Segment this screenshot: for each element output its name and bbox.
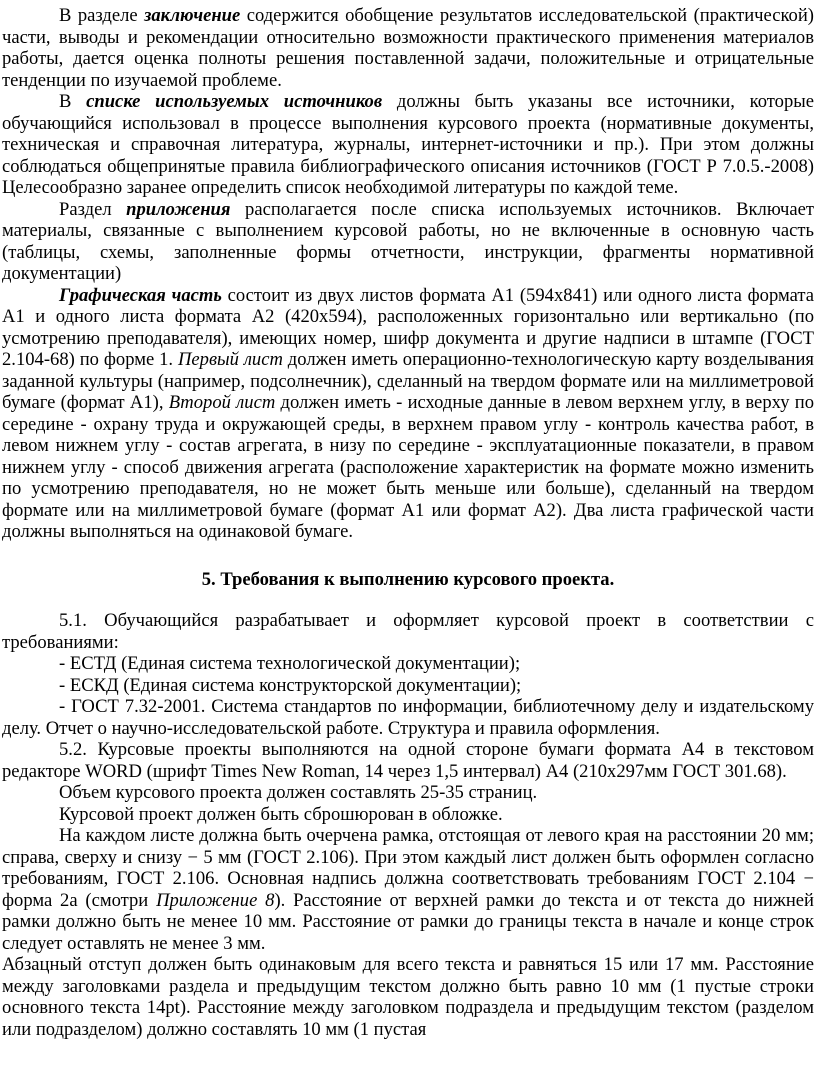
paragraph-5-1 xyxy=(2,610,814,653)
term-appendix: приложения xyxy=(126,198,231,220)
term-graphic-part: Графическая часть xyxy=(59,284,222,306)
paragraph-volume xyxy=(2,782,814,804)
text-run: должен иметь операционно-технологическую карту возделывания заданной культуры (например, подсолнечник), сделанный на твердом формате или на миллиметровой бумаге (формат А1), xyxy=(2,349,814,413)
paragraph-sources xyxy=(2,91,814,199)
text-run: - ГОСТ 7.32-2001. Система стандартов по информации, библиотечному делу и издательскому делу. Отчет о научно-исследовательской работе. Структура и правила оформления. xyxy=(2,696,814,739)
section-5-heading: 5. Требования к выполнению курсового проекта. xyxy=(201,568,615,590)
paragraph-5-2 xyxy=(2,739,814,782)
term-first-sheet: Первый лист xyxy=(177,349,283,370)
text-run: 5.1. Обучающийся разрабатывает и оформляет курсовой проект в соответствии с требованиями: xyxy=(2,610,814,653)
text-run: состоит из двух листов формата А1 (594х841) или одного листа формата А1 и одного листа формата А2 (420х594), расположенных горизонтально или вертикально (по усмотрению преподавателя), имеющих номер, шифр документа и другие надписи в штампе (ГОСТ 2.104-68) по форме 1. xyxy=(2,284,814,370)
text-run: В xyxy=(59,91,87,112)
list-item-gost-7-32 xyxy=(2,696,814,739)
text-run: содержится обобщение результатов исследовательской (практической) части, выводы и рекомендации относительно возможности практического применения материалов работы, дается оценка полноты решения поставленной задачи, положительные и отрицательные тенденции по изучаемой проблеме. xyxy=(2,5,814,91)
text-run: располагается после списка используемых источников. Включает материалы, связанные с выполнением курсовой работы, но не включенные в основную часть (таблицы, схемы, заполненные формы отчетности, инструкции, фрагменты нормативной документации) xyxy=(2,198,814,284)
text-run: Абзацный отступ должен быть одинаковым для всего текста и равняться 15 или 17 мм. Расстояние между заголовками раздела и предыдущим текстом должно быть равно 10 мм (1 пустые строки основного текста 14pt). Расстояние между заголовком подраздела и предыдущим текстом (разделом или подразделом) должно составлять 10 мм (1 пустая xyxy=(2,954,814,1040)
list-item-eskd xyxy=(2,675,814,697)
text-run: Раздел xyxy=(59,198,127,220)
text-run: Объем курсового проекта должен составлять 25-35 страниц. xyxy=(59,782,538,803)
paragraph-indent-rules xyxy=(2,954,814,1040)
term-sources-list: списке используемых источников xyxy=(86,91,383,112)
ref-appendix-8: Приложение 8 xyxy=(156,889,275,911)
paragraph-appendix xyxy=(2,199,814,285)
paragraph-graphic-part xyxy=(2,285,814,543)
text-run: На каждом листе должна быть очерчена рамка, отстоящая от левого края на расстоянии 20 мм; справа, сверху и снизу − 5 мм (ГОСТ 2.106). При этом каждый лист должен быть оформлен согласно требованиям, ГОСТ 2.106. Основная надпись должна соответствовать требованиям ГОСТ 2.104 − форма 2а (смотри xyxy=(2,825,814,911)
text-run: Курсовой проект должен быть сброшюрован в обложке. xyxy=(59,803,503,825)
text-run: должен иметь - исходные данные в левом верхнем углу, в верху по середине - охрану труда и окружающей среды, в верхнем правом углу - контроль качества работ, в левом нижнем углу - состав агрегата, в низу по середине - эксплуатационные показатели, в правом нижнем углу - способ движения агрегата (расположение характеристик на формате можно изменить по усмотрению преподавателя, но не может быть меньше или больше), сделанный на твердом формате или на миллиметровой бумаге (формат А1 или формат А2). Два листа графической части должны выполняться на одинаковой бумаге. xyxy=(2,392,814,542)
text-run: - ЕСТД (Единая система технологической документации); xyxy=(59,653,521,674)
list-item-estd xyxy=(2,653,814,675)
term-conclusion: заключение xyxy=(144,5,241,26)
text-run: В разделе xyxy=(59,5,145,26)
paragraph-frame xyxy=(2,825,814,954)
text-run: должны быть указаны все источники, которые обучающийся использовал в процессе выполнения курсового проекта (нормативные документы, техническая и справочная литература, журналы, интернет-источники и пр.). При этом должны соблюдаться общепринятые правила библиографического описания источников (ГОСТ Р 7.0.5.-2008) Целесообразно заранее определить список необходимой литературы по каждой теме. xyxy=(2,91,814,198)
term-second-sheet: Второй лист xyxy=(168,392,276,413)
paragraph-binding xyxy=(2,804,814,826)
text-run: 5.2. Курсовые проекты выполняются на одной стороне бумаги формата А4 в текстовом редакторе WORD (шрифт Times New Roman, 14 через 1,5 интервал) А4 (210х297мм ГОСТ 301.68). xyxy=(2,739,814,782)
text-run: ). Расстояние от верхней рамки до текста и от текста до нижней рамки должно быть не менее 10 мм. Расстояние от рамки до границы текста в начале и конце строк следует оставлять не менее 3 мм. xyxy=(2,889,814,954)
text-run: - ЕСКД (Единая система конструкторской документации); xyxy=(59,674,522,696)
paragraph-conclusion xyxy=(2,5,814,91)
